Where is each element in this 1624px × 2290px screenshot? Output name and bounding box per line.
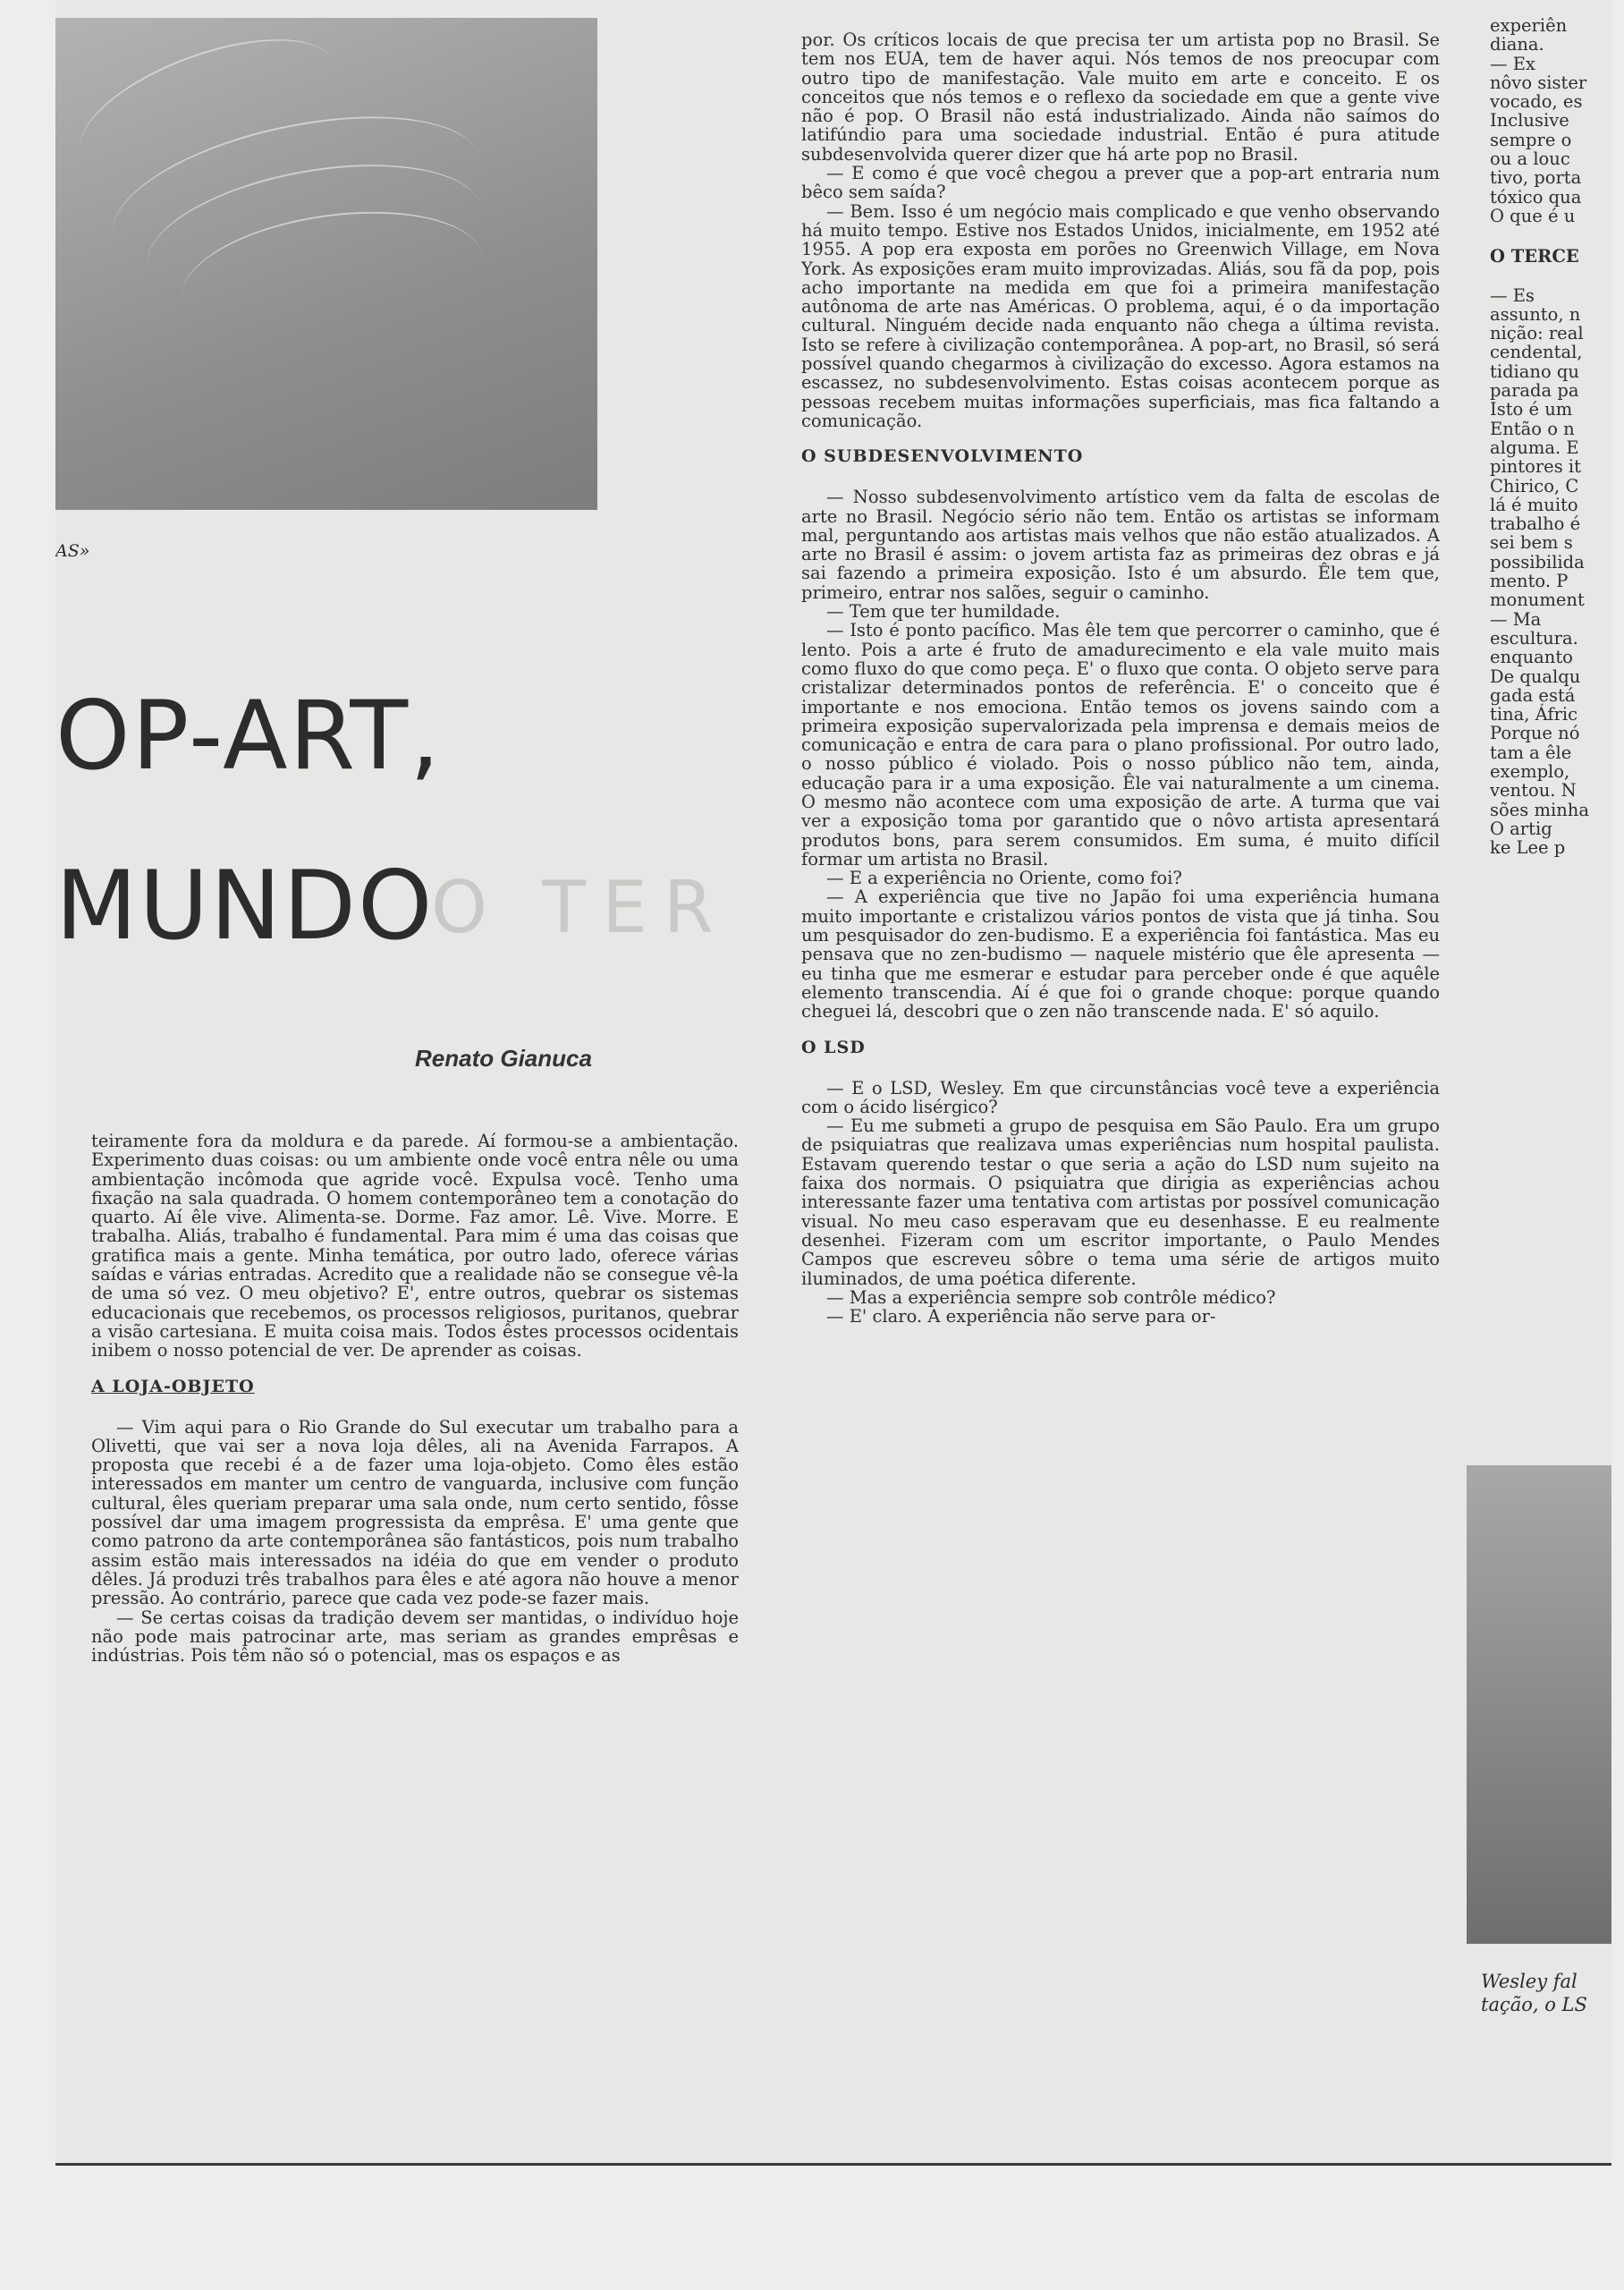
- right-fragment-line: monument: [1490, 589, 1585, 611]
- interview-question: — Tem que ter humildade.: [826, 601, 1061, 623]
- subhead-lsd: O LSD: [801, 1037, 866, 1057]
- right-column-fragment: [1490, 16, 1611, 1054]
- right-fragment-line: Inclusive: [1490, 110, 1569, 131]
- right-fragment-line: tam a êle: [1490, 742, 1572, 763]
- right-fragment-line: Isto é um: [1490, 399, 1573, 420]
- byline: Renato Gianuca: [415, 1045, 592, 1072]
- right-fragment-line: sei bem s: [1490, 532, 1573, 554]
- interview-answer: — E' claro. A experiência não serve para or-: [826, 1306, 1216, 1327]
- right-fragment-line: nição: real: [1490, 323, 1584, 344]
- right-fragment-line: enquanto: [1490, 647, 1573, 668]
- right-fragment-line: lá é muito: [1490, 494, 1578, 515]
- right-fragment-line: tina, Áfric: [1490, 704, 1578, 725]
- right-fragment-line: De qualqu: [1490, 666, 1581, 687]
- right-fragment-line: ou a louc: [1490, 148, 1570, 170]
- right-fragment-line: tivo, porta: [1490, 167, 1582, 189]
- newspaper-clipping: [55, 0, 1611, 2166]
- right-fragment-line: ventou. N: [1490, 780, 1577, 802]
- right-fragment-line: mento. P: [1490, 571, 1569, 592]
- right-fragment-line: gada está: [1490, 684, 1576, 706]
- right-fragment-line: sões minha: [1490, 799, 1589, 820]
- interview-answer: — A experiência que tive no Japão foi uma experiência humana muito importante e cristalizou vários pontos de vista que já tinha. Sou um pesquisador do zen-budismo. E a experiência foi fantástica. Mas eu pensava que no zen-budismo — naquele mistério que êle apresenta — eu tinha que me esmerar e estudar para perceber onde é que aquêle elemento transcendia. Aí é que foi o grande choque: porque quando cheguei lá, descobri que o zen não transcende nada. E' só aquilo.: [801, 886, 1440, 1022]
- right-fragment-line: Então o n: [1490, 418, 1575, 439]
- right-fragment-line: tóxico qua: [1490, 186, 1582, 208]
- right-fragment-line: pintores it: [1490, 456, 1581, 478]
- photo-fragment-right: [1467, 1465, 1611, 1944]
- subhead-loja-objeto: A LOJA-OBJETO: [91, 1376, 255, 1396]
- headline-line-1: OP-ART,: [55, 681, 442, 791]
- right-fragment-line: tidiano qu: [1490, 360, 1579, 382]
- right-fragment-line: parada pa: [1490, 380, 1579, 402]
- caption-fragment: AS»: [55, 541, 90, 561]
- left-column: [91, 1132, 739, 2053]
- right-fragment-line: vocado, es: [1490, 91, 1583, 113]
- right-fragment-line: — Ex: [1490, 53, 1535, 74]
- interview-question: — Mas a experiência sempre sob contrôle médico?: [826, 1286, 1276, 1308]
- right-fragment-line: O artig: [1490, 818, 1552, 839]
- photo-caption-line: Wesley fal: [1481, 1971, 1577, 1992]
- photo-caption-line: tação, o LS: [1481, 1994, 1587, 2015]
- right-fragment-line: escultura.: [1490, 627, 1578, 649]
- right-fragment-line: ke Lee p: [1490, 837, 1566, 859]
- interview-question: — E como é que você chegou a prever que a pop-art entraria num bêco sem saída?: [801, 163, 1440, 203]
- interview-question: — E a experiência no Oriente, como foi?: [826, 868, 1182, 889]
- right-fragment-line: exemplo,: [1490, 760, 1570, 782]
- right-fragment-line: diana.: [1490, 34, 1544, 55]
- interview-question: — E o LSD, Wesley. Em que circunstâncias você teve a experiência com o ácido lisérgico?: [801, 1077, 1440, 1117]
- left-paragraph: — Vim aqui para o Rio Grande do Sul executar um trabalho para a Olivetti, que vai ser a nova loja dêles, ali na Avenida Farrapos. A proposta que recebi é a de fazer uma loja-objeto. Como êles estão interessados em manter um centro de vanguarda, inclusive com função cultural, êles queriam preparar uma sala onde, num certo sentido, fôsse possível dar uma imagem progressista da emprêsa. E' uma gente que como patrono da arte contemporânea são fantásticos, pois num trabalho assim estão mais interessados na idéia do que em vender o produto dêles. Já produzi três trabalhos para êles e até agora não houve a menor pressão. Ao contrário, parece que cada vez pode-se fazer mais.: [91, 1416, 739, 1609]
- right-fragment-line: O que é u: [1490, 205, 1576, 226]
- right-fragment-line: — Ma: [1490, 608, 1542, 630]
- left-intro-paragraph: teiramente fora da moldura e da parede. Aí formou-se a ambientação. Experimento duas coisas: ou um ambiente onde você entra nêle ou uma ambientação incômoda que agride você. Expulsa você. Tenho uma fixação na sala quadrada. O homem contemporâneo tem a conotação do quarto. Aí êle vive. Alimenta-se. Dorme. Faz amor. Lê. Vive. Morre. E trabalha. Aliás, trabalho é fundamental. Para mim é uma das coisas que gratifica mais a gente. Minha temática, por outro lado, oferece várias saídas e várias entradas. Acredito que a realidade não se consegue vê-la de uma só vez. O meu objetivo? E', entre outros, quebrar os sistemas educacionais que recebemos, os processos religiosos, puritanos, quebrar a visão cartesiana. E muita coisa mais. Todos êstes processos ocidentais inibem o nosso potencial de ver. De aprender as coisas.: [91, 1132, 739, 1361]
- interview-answer: — Isto é ponto pacífico. Mas êle tem que percorrer o caminho, que é lento. Pois a arte é fruto de amadurecimento e ela vale muito mais como fluxo do que como peça. E' o fluxo que conta. O objeto serve para cristalizar determinados pontos de referência. E' o conceito que é importante e nos emociona. Então temos os jovens saindo com a primeira exposição supervalorizada pela imprensa e demais meios de comunicação e entra de cara para o plano profissional. Por outro lado, o nosso público é violado. Pois o nosso público não tem, ainda, educação para ir a uma exposição. Êle vai naturalmente a um cinema. O mesmo não acontece com uma exposição de arte. A turma que vai ver a exposição toma por garantido que o nôvo artista apresentará produtos bons, para serem consumidos. Em suma, é muito difícil formar um artista no Brasil.: [801, 620, 1440, 869]
- right-fragment-line: sempre o: [1490, 129, 1572, 150]
- headline-line-2: MUNDO: [55, 851, 435, 961]
- right-fragment-line: possibilida: [1490, 551, 1585, 572]
- subhead-subdesenvolvimento: O SUBDESENVOLVIMENTO: [801, 446, 1084, 467]
- right-fragment-line: Porque nó: [1490, 723, 1580, 744]
- ghost-text: O TER: [431, 866, 730, 949]
- center-column: [801, 30, 1440, 2079]
- right-fragment-line: — Es: [1490, 284, 1535, 306]
- right-fragment-line: cendental,: [1490, 342, 1583, 363]
- right-fragment-line: assunto, n: [1490, 303, 1581, 325]
- interview-answer: — Bem. Isso é um negócio mais complicado e que venho observando há muito tempo. Estive nos Estados Unidos, inicialmente, em 1952 até 1955. A pop era exposta em porões no Greenwich Village, em Nova York. As exposições eram muito improvizadas. Aliás, sou fã da pop, pois acho importante na medida em que foi a primeira manifestação autônoma de arte nas Américas. O problema, aqui, é o da importação cultural. Ninguém decide nada enquanto não chega a última revista. Isto se refere à civilização contemporânea. A pop-art, no Brasil, só será possível quando chegarmos à civilização do excesso. Agora estamos na escassez, no subdesenvolvimento. Estas coisas acontecem porque as pessoas recebem muitas informações superficiais, mas fica faltando a comunicação.: [801, 200, 1440, 431]
- right-fragment-line: trabalho é: [1490, 513, 1581, 535]
- interview-answer: — Nosso subdesenvolvimento artístico vem da falta de escolas de arte no Brasil. Negócio sério não tem. Então os artistas se informam mal, perguntando aos artistas mais velhos que não estão atualizados. A arte no Brasil é assim: o jovem artista faz as primeiras dez obras e já sai fazendo a primeira exposição. Isto é um absurdo. Êle tem que, primeiro, entrar nos salões, seguir o caminho.: [801, 487, 1440, 603]
- right-fragment-line: alguma. E: [1490, 437, 1579, 458]
- interview-answer: — Eu me submeti a grupo de pesquisa em São Paulo. Era um grupo de psiquiatras que realizava umas experiências num hospital paulista. Estavam querendo testar o que seria a ação do LSD num sujeito na faixa dos normais. O psiquiatra que dirigia as experiências achou interessante fazer uma tentativa com artistas por possível comunicação visual. No meu caso esperavam que eu desenhasse. E eu realmente desenhei. Fizeram com um escritor importante, o Paulo Mendes Campos que escreveu sôbre o tema uma série de artigos muito iluminados, de uma poética diferente.: [801, 1115, 1440, 1289]
- right-fragment-line: nôvo sister: [1490, 72, 1587, 93]
- center-paragraph: por. Os críticos locais de que precisa ter um artista pop no Brasil. Se tem nos EUA, tem de haver aqui. Nós temos de nos preocupar com outro tipo de manifestação. Vale muito em arte e conceito. E os conceitos que nós temos e o reflexo da sociedade em que a gente vive não é pop. O Brasil não está industrializado. Ainda não saímos do latifúndio para uma sociedade industrial. Então é pura atitude subdesenvolvida querer dizer que há arte pop no Brasil.: [801, 30, 1440, 165]
- subhead-terceiro-fragment: O TERCE: [1490, 246, 1579, 267]
- left-paragraph: — Se certas coisas da tradição devem ser mantidas, o indivíduo hoje não pode mais patrocinar arte, mas seriam as grandes emprêsas e indústrias. Pois têm não só o potencial, mas os espaços e as: [91, 1607, 739, 1667]
- right-fragment-line: Chirico, C: [1490, 475, 1579, 496]
- right-fragment-line: experiên: [1490, 16, 1568, 36]
- photo-fragment-top-left: [55, 18, 597, 510]
